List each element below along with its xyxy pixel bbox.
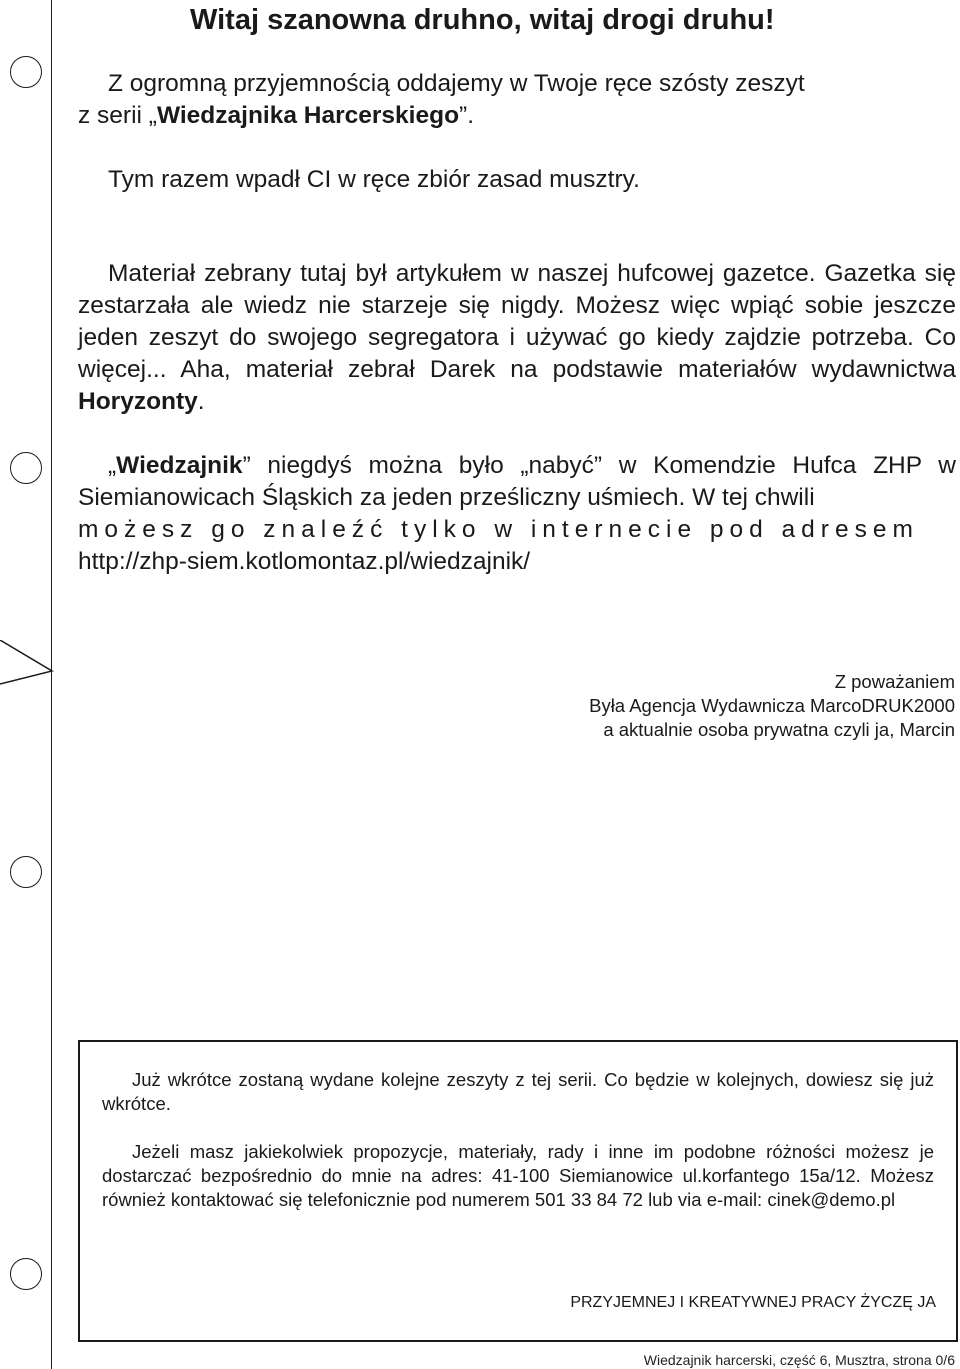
intro-paragraph <box>78 68 956 132</box>
notice-paragraph-upcoming <box>102 1068 934 1116</box>
wiedzajnik-name: Wiedzajnik <box>116 452 243 479</box>
website-link[interactable]: http://zhp-siem.kotlomontaz.pl/wiedzajnik/ <box>78 548 531 575</box>
punch-hole-circle-icon <box>10 856 42 888</box>
notice-paragraph-contact <box>102 1140 934 1212</box>
intro-series-line <box>78 100 956 132</box>
notice-contact-text: Jeżeli masz jakiekolwiek propozycje, materiały, rady i inne im podobne różności możesz je dostarczać bezpośrednio do mnie na adres: 41-100 Siemianowice ul.korfantego 15a/12. Możesz również kontaktować się telefonicznie pod numerem 501 33 84 72 lub via e-mail: cinek@demo.pl <box>102 1141 934 1210</box>
publisher-name: Horyzonty <box>78 388 198 415</box>
subject-paragraph <box>78 164 956 196</box>
material-end: . <box>197 388 205 415</box>
notice-closing: PRZYJEMNEJ I KREATYWNEJ PRACY ŻYCZĘ JA <box>570 1294 936 1311</box>
open-quote: „ <box>148 102 157 129</box>
punch-hole-circle-icon <box>10 56 42 88</box>
intro-line: Z ogromną przyjemnością oddajemy w Twoje ręce szósty zeszyt <box>108 70 805 97</box>
notice-text: Już wkrótce zostaną wydane kolejne zeszyty z tej serii. Co będzie w kolejnych, dowiesz się już wkrótce. <box>102 1069 934 1114</box>
signature-block <box>589 670 955 742</box>
availability-spread-line: możesz go znaleźć tylko w internecie pod adresem <box>78 516 919 543</box>
subject-text: Tym razem wpadł CI w ręce zbiór zasad musztry. <box>108 166 640 193</box>
availability-text <box>78 450 956 514</box>
open-quote: „ <box>108 452 117 479</box>
punch-hole-circle-icon <box>10 452 42 484</box>
availability-body: ” niegdyś można było „nabyć” w Komendzie Hufca ZHP w Siemianowicach Śląskich za jeden prześliczny uśmiech. W tej chwili <box>78 452 956 511</box>
availability-paragraph <box>78 450 956 578</box>
material-paragraph <box>78 258 956 418</box>
close-quote: ”. <box>459 102 475 129</box>
signature-author: a aktualnie osoba prywatna czyli ja, Marcin <box>603 719 955 740</box>
material-text: Materiał zebrany tutaj był artykułem w naszej hufcowej gazetce. Gazetka się zestarzała ale wiedz nie starzeje się nigdy. Możesz więc wpiąć sobie jeszcze jeden zeszyt do swojego segregatora i używać go kiedy zajdzie potrzeba. Co więcej... Aha, materiał zebrał Darek na podstawie materiałów wydawnictwa <box>78 260 956 383</box>
binder-notch-triangle-icon <box>0 640 54 686</box>
notice-box <box>78 1040 958 1342</box>
signature-agency: Była Agencja Wydawnicza MarcoDRUK2000 <box>589 695 955 716</box>
page-title: Witaj szanowna druhno, witaj drogi druhu! <box>190 4 775 36</box>
punch-hole-circle-icon <box>10 1258 42 1290</box>
signature-regards: Z poważaniem <box>834 671 955 692</box>
intro-text: z serii <box>78 102 149 129</box>
page-footer: Wiedzajnik harcerski, część 6, Musztra, strona 0/6 <box>643 1352 955 1368</box>
series-name: Wiedzajnika Harcerskiego <box>156 102 460 129</box>
